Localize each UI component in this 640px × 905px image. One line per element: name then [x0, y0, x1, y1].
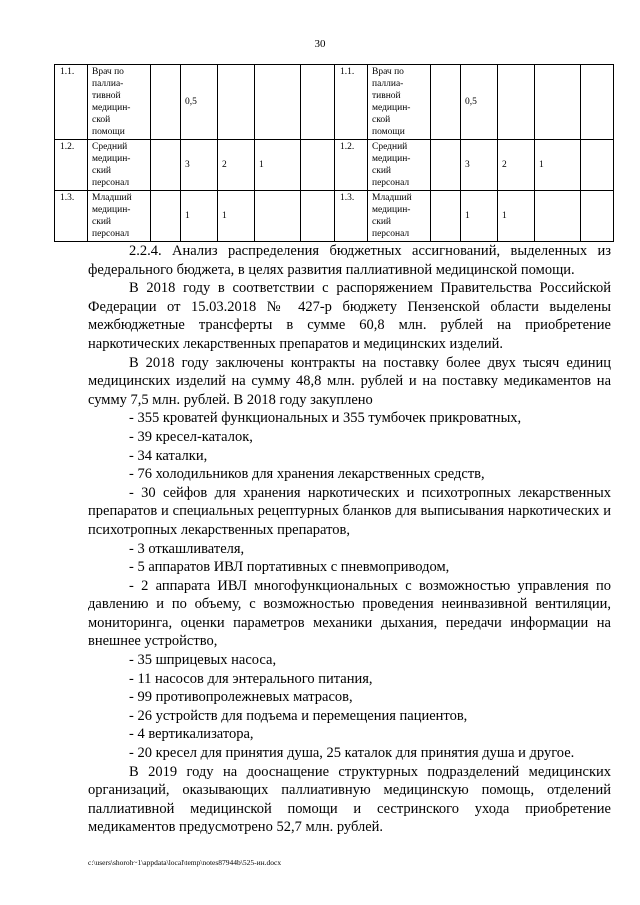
table-row — [55, 140, 614, 191]
role-line: ский — [92, 166, 111, 176]
table-row — [55, 191, 614, 242]
value-cell — [255, 65, 301, 140]
value-cell — [301, 191, 335, 242]
value-cell — [535, 191, 581, 242]
value-cell: 3 — [181, 140, 218, 191]
value-cell: 0,5 — [181, 65, 218, 140]
list-item: - 355 кроватей функциональных и 355 тумбочек прикроватных, — [129, 410, 522, 427]
value-cell: 3 — [461, 140, 498, 191]
value-cell — [151, 65, 181, 140]
list-item: - 39 кресел-каталок, — [129, 428, 253, 445]
value-cell — [581, 140, 614, 191]
staff-table — [54, 64, 614, 242]
list-item: - 5 аппаратов ИВЛ портативных с пневмоприводом, — [129, 559, 450, 576]
value-cell — [431, 140, 461, 191]
role-line: персонал — [372, 178, 410, 188]
purchased-items-list — [88, 409, 611, 762]
row-number-cell: 1.3. — [335, 191, 368, 242]
role-line: Средний — [92, 142, 128, 152]
value-cell — [218, 65, 255, 140]
body-text — [88, 242, 611, 837]
value-cell: 1 — [218, 191, 255, 242]
staff-role-cell — [88, 65, 151, 140]
role-line: помощи — [92, 127, 125, 137]
value-cell — [498, 65, 535, 140]
page-number: 30 — [314, 38, 326, 50]
list-item: - 3 откашливателя, — [129, 540, 245, 557]
value-cell — [301, 65, 335, 140]
role-line: медицин- — [92, 154, 131, 164]
value-cell — [151, 191, 181, 242]
staff-role-cell — [368, 140, 431, 191]
row-number-cell: 1.3. — [55, 191, 88, 242]
value-cell — [431, 65, 461, 140]
role-line: ской — [372, 115, 391, 125]
role-line: персонал — [92, 229, 130, 239]
value-cell — [301, 140, 335, 191]
list-item: - 35 шприцевых насоса, — [129, 652, 277, 669]
role-line: Средний — [372, 142, 408, 152]
role-line: медицин- — [372, 103, 411, 113]
value-cell: 2 — [218, 140, 255, 191]
value-cell — [581, 65, 614, 140]
paragraph-2019: В 2019 году на дооснащение структурных подразделений медицинских организаций, оказывающих паллиативную медицинскую помощь, отделений паллиативной медицинской помощи и сестринского ухода приобретение медикаментов предусмотрено 52,7 млн. рублей. — [88, 763, 611, 836]
value-cell — [581, 191, 614, 242]
value-cell: 1 — [535, 140, 581, 191]
row-number-cell: 1.1. — [335, 65, 368, 140]
role-line: паллиа- — [92, 79, 124, 89]
list-item: - 2 аппарата ИВЛ многофункциональных с возможностью управления по давлению и по объему, с возможностью проведения неинвазивной вентиляции, мониторинга, оценки параметров механики дыхания, передачи информации на внешнее устройство, — [88, 577, 611, 650]
role-line: ский — [372, 166, 391, 176]
role-line: персонал — [92, 178, 130, 188]
value-cell: 1 — [498, 191, 535, 242]
list-item: - 30 сейфов для хранения наркотических и психотропных лекарственных препаратов и специальных рецептурных бланков для выписывания наркотических и психотропных лекарственных препаратов, — [88, 484, 611, 538]
role-line: ский — [372, 217, 391, 227]
role-line: Младший — [372, 193, 412, 203]
list-item: - 34 каталки, — [129, 447, 208, 464]
role-line: паллиа- — [372, 79, 404, 89]
list-item: - 20 кресел для принятия душа, 25 каталок для принятия душа и другое. — [129, 745, 575, 762]
paragraph-2018-transfers: В 2018 году в соответствии с распоряжением Правительства Российской Федерации от 15.03.2018 № 427-р бюджету Пензенской области выделены межбюджетные трансферты в сумме 60,8 млн. рублей на приобретение наркотических лекарственных препаратов и медицинских изделий. — [88, 280, 611, 352]
value-cell: 1 — [255, 140, 301, 191]
role-line: медицин- — [92, 205, 131, 215]
role-line: Врач по — [372, 67, 404, 77]
list-item: - 26 устройств для подъема и перемещения пациентов, — [129, 707, 468, 724]
role-line: тивной — [372, 91, 401, 101]
value-cell — [535, 65, 581, 140]
staff-role-cell — [368, 65, 431, 140]
staff-role-cell — [88, 140, 151, 191]
value-cell — [431, 191, 461, 242]
value-cell: 1 — [461, 191, 498, 242]
staff-role-cell — [88, 191, 151, 242]
paragraph-2018-contracts: В 2018 году заключены контракты на поставку более двух тысяч единиц медицинских изделий на сумму 48,8 млн. рублей и на поставку медикаментов на сумму 7,5 млн. рублей. В 2018 году закуплено — [88, 354, 611, 408]
row-number-cell: 1.2. — [55, 140, 88, 191]
role-line: медицин- — [92, 103, 131, 113]
role-line: медицин- — [372, 205, 411, 215]
role-line: ский — [92, 217, 111, 227]
value-cell: 2 — [498, 140, 535, 191]
table-row — [55, 65, 614, 140]
row-number-cell: 1.1. — [55, 65, 88, 140]
role-line: Младший — [92, 193, 132, 203]
role-line: ской — [92, 115, 111, 125]
value-cell: 1 — [181, 191, 218, 242]
list-item: - 76 холодильников для хранения лекарственных средств, — [129, 466, 485, 483]
list-item: - 99 противопролежневых матрасов, — [129, 689, 353, 706]
value-cell — [255, 191, 301, 242]
value-cell: 0,5 — [461, 65, 498, 140]
section-heading: 2.2.4. Анализ распределения бюджетных ассигнований, выделенных из федерального бюджета, в целях развития паллиативной медицинской помощи. — [88, 243, 611, 278]
role-line: Врач по — [92, 67, 124, 77]
role-line: тивной — [92, 91, 121, 101]
role-line: персонал — [372, 229, 410, 239]
role-line: медицин- — [372, 154, 411, 164]
value-cell — [151, 140, 181, 191]
role-line: помощи — [372, 127, 405, 137]
footer-file-path: c:\users\shoroh~1\appdata\local\temp\notes87944b\525-ин.docx — [88, 858, 282, 867]
row-number-cell: 1.2. — [335, 140, 368, 191]
list-item: - 4 вертикализатора, — [129, 726, 254, 743]
staff-role-cell — [368, 191, 431, 242]
list-item: - 11 насосов для энтерального питания, — [129, 670, 373, 687]
